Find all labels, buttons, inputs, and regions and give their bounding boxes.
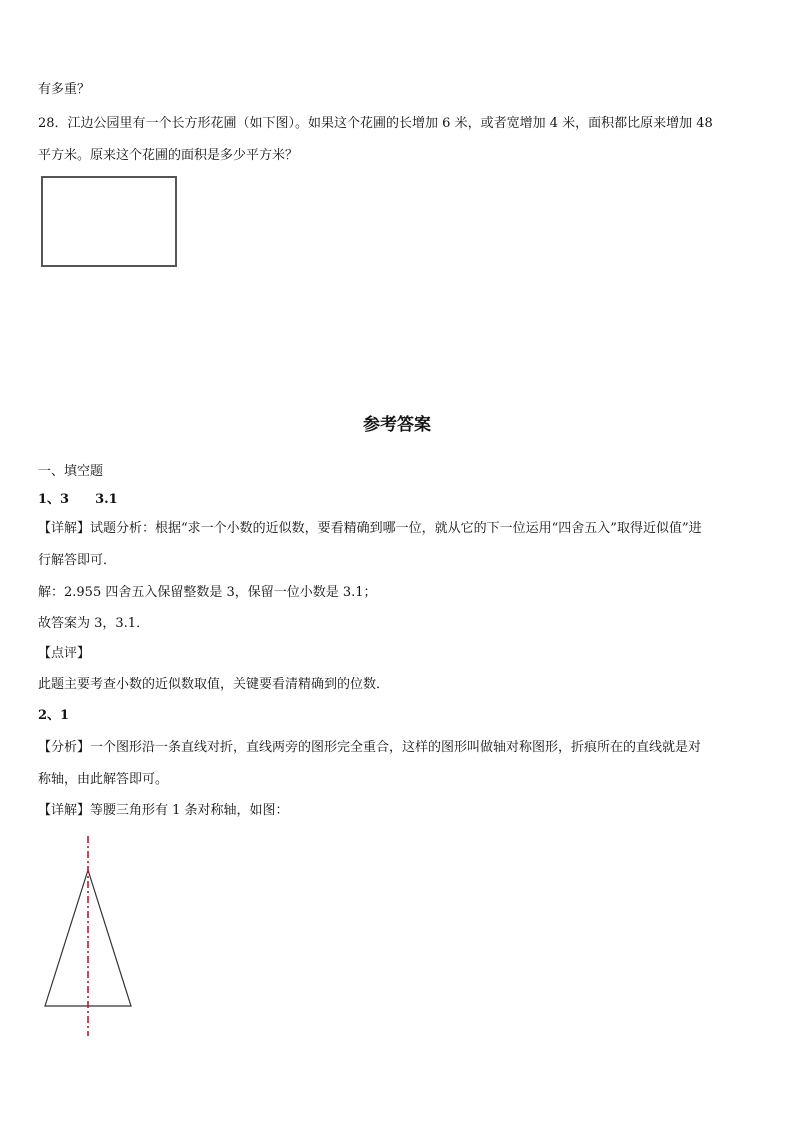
garden-rectangle [42,177,176,266]
isosceles-triangle-figure [38,834,142,1038]
question-28-line-2: 平方米。原来这个花圃的面积是多少平方米？ [38,148,299,163]
question-28-line-1: 28．江边公园里有一个长方形花圃（如下图）。如果这个花圃的长增加 6 米，或者宽增加 4 米，面积都比原来增加 48 [38,116,713,131]
answer-1-comment-label: 【点评】 [38,646,91,661]
section-fill-in-blank: 一、填空题 [38,464,104,479]
answer-2-analysis-line-2: 称轴，由此解答即可。 [38,772,169,787]
answer-1-number: 1、3 3.1 [38,492,118,507]
answers-heading: 参考答案 [363,415,431,435]
answer-1-comment: 此题主要考查小数的近似数取值，关键要看清精确到的位数． [38,677,390,692]
question-27-tail: 有多重？ [38,82,91,97]
answer-2-detail: 【详解】等腰三角形有 1 条对称轴，如图： [38,803,289,818]
answer-1-result: 故答案为 3，3.1． [38,616,150,631]
answer-2-analysis-line-1: 【分析】一个图形沿一条直线对折，直线两旁的图形完全重合，这样的图形叫做轴对称图形，折痕所在的直线就是对 [38,740,702,755]
answer-1-solution: 解：2.955 四舍五入保留整数是 3，保留一位小数是 3.1； [38,585,377,600]
answer-1-detail-line-1: 【详解】试题分析：根据“求一个小数的近似数，要看精确到哪一位，就从它的下一位运用“四舍五入”取得近似值”进 [38,521,702,536]
answer-2-number: 2、1 [38,708,70,723]
rectangle-garden-figure [38,174,180,270]
answer-1-detail-line-2: 行解答即可． [38,553,117,568]
